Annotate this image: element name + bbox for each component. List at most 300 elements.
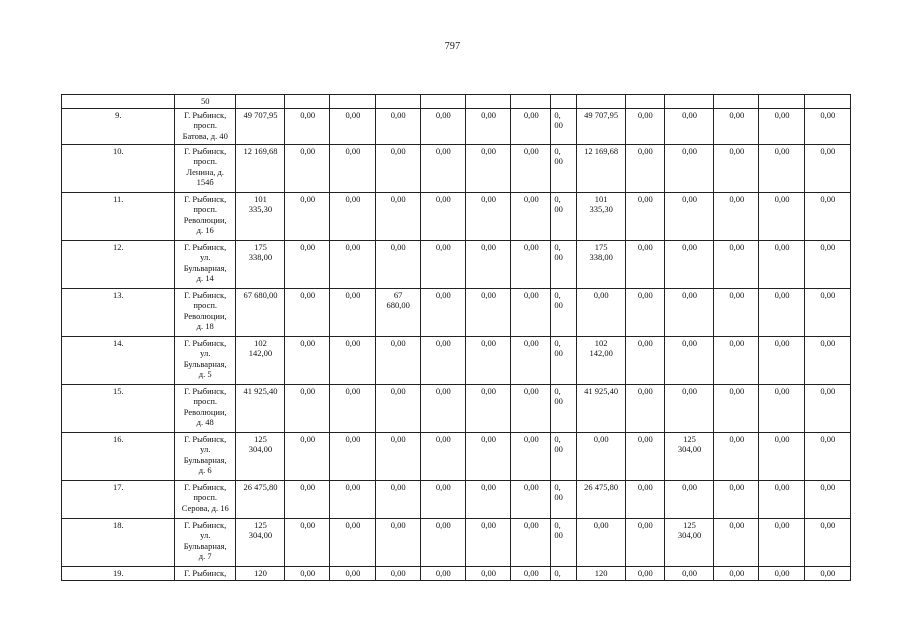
cell-value: 0,00 xyxy=(804,192,850,240)
cell-line: 0,00 xyxy=(390,145,406,156)
cell-line: Г. Рыбинск, xyxy=(184,567,227,578)
cell-line: 304,00 xyxy=(677,530,702,540)
budget-table xyxy=(61,94,851,581)
cell-value xyxy=(576,566,625,580)
cell-value xyxy=(576,432,625,480)
cell-line: 142,00 xyxy=(589,348,613,358)
cell-value: 0,00 xyxy=(625,288,664,336)
cell-value: 0,00 xyxy=(511,108,551,144)
cell-value: 0,00 xyxy=(465,566,510,580)
table-row xyxy=(62,288,851,336)
cell-value: 0,00 xyxy=(714,336,759,384)
cell-total xyxy=(235,432,284,480)
cell-empty xyxy=(420,95,465,109)
cell-line: д. 18 xyxy=(196,321,214,331)
cell-value: 0,00 xyxy=(759,336,804,384)
cell-value: 0,00 xyxy=(420,108,465,144)
cell-line: 0,00 xyxy=(390,241,406,252)
cell-value xyxy=(576,144,625,192)
cell-line: 12 169,68 xyxy=(243,145,278,156)
cell-empty xyxy=(511,95,551,109)
table-row xyxy=(62,108,851,144)
cell-line: 0,00 xyxy=(593,433,609,444)
cell-line: 304,00 xyxy=(677,444,702,454)
cell-line: 304,00 xyxy=(248,444,273,454)
cell-line: просп. xyxy=(193,204,218,214)
cell-line: 142,00 xyxy=(248,348,273,358)
cell-line: 67 680,00 xyxy=(243,289,278,300)
cell-num: 11. xyxy=(62,192,175,240)
cell-line: ул. xyxy=(200,444,211,454)
cell-value: 0,00 xyxy=(285,336,330,384)
cell-value: 0,00 xyxy=(759,384,804,432)
cell-value xyxy=(375,480,420,518)
cell-value xyxy=(551,144,576,192)
cell-line: 26 475,80 xyxy=(584,481,619,492)
cell-value: 0,00 xyxy=(330,432,375,480)
cell-num: 15. xyxy=(62,384,175,432)
cell-line: 67 xyxy=(393,289,403,300)
cell-line: 00 xyxy=(554,396,563,406)
cell-line: 175 xyxy=(254,241,267,252)
cell-line: 102 xyxy=(254,337,267,348)
cell-line: Революции, xyxy=(183,214,227,225)
cell-line: 0,00 xyxy=(682,109,697,120)
cell-value: 0,00 xyxy=(330,518,375,566)
cell-line: 00 xyxy=(554,120,563,130)
cell-line: 0,00 xyxy=(593,519,609,530)
cell-value: 0,00 xyxy=(714,108,759,144)
cell-line: 00 xyxy=(554,348,563,358)
cell-value: 0,00 xyxy=(420,432,465,480)
cell-value: 0,00 xyxy=(285,108,330,144)
cell-value: 0,00 xyxy=(285,288,330,336)
cell-value: 0,00 xyxy=(511,240,551,288)
cell-num: 16. xyxy=(62,432,175,480)
cell-value: 0,00 xyxy=(420,384,465,432)
cell-line: 0, xyxy=(554,241,561,252)
cell-value xyxy=(664,518,713,566)
cell-line: 0,00 xyxy=(682,567,697,578)
cell-value: 0,00 xyxy=(330,336,375,384)
cell-line: д. 7 xyxy=(198,551,212,561)
cell-total xyxy=(235,480,284,518)
cell-value: 0,00 xyxy=(804,432,850,480)
cell-line: 175 xyxy=(594,241,608,252)
cell-line: 00 xyxy=(554,204,563,214)
cell-value xyxy=(576,108,625,144)
cell-value: 0,00 xyxy=(759,566,804,580)
cell-line: 49 707,95 xyxy=(243,109,278,120)
cell-value: 0,00 xyxy=(420,566,465,580)
cell-value: 0,00 xyxy=(804,384,850,432)
cell-empty xyxy=(664,95,713,109)
cell-line: 680,00 xyxy=(386,300,410,310)
cell-value xyxy=(576,288,625,336)
table-row xyxy=(62,144,851,192)
cell-line: 0,00 xyxy=(390,193,406,204)
cell-value: 0,00 xyxy=(420,336,465,384)
cell-value xyxy=(551,108,576,144)
cell-value: 0,00 xyxy=(465,480,510,518)
cell-value: 0,00 xyxy=(714,240,759,288)
cell-num: 12. xyxy=(62,240,175,288)
cell-line: 0, xyxy=(554,193,561,204)
cell-line: ул. xyxy=(200,252,211,262)
cell-line: 304,00 xyxy=(248,530,273,540)
cell-line: Батова, д. 40 xyxy=(182,130,228,141)
cell-value: 0,00 xyxy=(420,480,465,518)
cell-value: 0,00 xyxy=(420,192,465,240)
cell-line: 0,00 xyxy=(390,433,406,444)
cell-line: 26 475,80 xyxy=(243,481,278,492)
cell-value: 0,00 xyxy=(285,384,330,432)
cell-total xyxy=(235,566,284,580)
cell-line: ул. xyxy=(200,348,211,358)
table-row xyxy=(62,480,851,518)
cell-value: 0,00 xyxy=(511,518,551,566)
cell-value: 0,00 xyxy=(759,240,804,288)
table-row xyxy=(62,240,851,288)
cell-num xyxy=(62,95,175,109)
cell-value xyxy=(664,192,713,240)
cell-line: Бульварная, xyxy=(183,358,227,369)
cell-value: 0,00 xyxy=(465,108,510,144)
cell-value: 0,00 xyxy=(804,480,850,518)
cell-value: 0,00 xyxy=(465,240,510,288)
cell-line: 335,30 xyxy=(248,204,273,214)
cell-value: 0,00 xyxy=(511,288,551,336)
cell-value: 0,00 xyxy=(420,288,465,336)
cell-value: 0,00 xyxy=(420,144,465,192)
cell-line: 49 707,95 xyxy=(584,109,619,120)
cell-line: 00 xyxy=(554,300,563,310)
cell-line: 0,00 xyxy=(390,567,406,578)
cell-value: 0,00 xyxy=(625,432,664,480)
cell-line: 41 925,40 xyxy=(243,385,278,396)
cell-num: 19. xyxy=(62,566,175,580)
cell-line: 338,00 xyxy=(248,252,273,262)
cell-line: д. 48 xyxy=(196,417,214,427)
cell-value: 0,00 xyxy=(714,566,759,580)
cell-value xyxy=(576,336,625,384)
cell-value: 0,00 xyxy=(759,480,804,518)
cell-total xyxy=(235,384,284,432)
cell-address xyxy=(174,432,235,480)
cell-value: 0,00 xyxy=(511,566,551,580)
cell-address xyxy=(174,108,235,144)
cell-value: 0,00 xyxy=(759,288,804,336)
cell-value: 0,00 xyxy=(285,432,330,480)
cell-value: 0,00 xyxy=(511,336,551,384)
cell-value xyxy=(375,566,420,580)
cell-value xyxy=(551,518,576,566)
cell-line: 0,00 xyxy=(682,145,697,156)
cell-line: 125 xyxy=(683,519,696,530)
cell-line: Ленина, д. xyxy=(186,166,225,177)
cell-value: 0,00 xyxy=(330,480,375,518)
cell-value: 0,00 xyxy=(625,384,664,432)
cell-line: 335,30 xyxy=(589,204,613,214)
cell-line: Г. Рыбинск, xyxy=(184,385,227,396)
cell-value xyxy=(664,108,713,144)
table-body xyxy=(62,95,851,581)
cell-empty xyxy=(576,95,625,109)
cell-value xyxy=(375,144,420,192)
table-row xyxy=(62,518,851,566)
cell-empty xyxy=(804,95,850,109)
cell-value: 0,00 xyxy=(804,336,850,384)
cell-value: 0,00 xyxy=(804,108,850,144)
cell-value xyxy=(576,240,625,288)
cell-value xyxy=(551,480,576,518)
cell-value: 0,00 xyxy=(625,192,664,240)
cell-line: 101 xyxy=(254,193,267,204)
cell-value xyxy=(664,480,713,518)
cell-value: 0,00 xyxy=(759,144,804,192)
cell-line: ул. xyxy=(200,530,211,540)
cell-line: Г. Рыбинск, xyxy=(184,241,227,252)
cell-line: 0, xyxy=(554,433,561,444)
cell-value: 0,00 xyxy=(714,192,759,240)
cell-line: просп. xyxy=(193,492,218,502)
cell-value: 0,00 xyxy=(285,566,330,580)
cell-value: 0,00 xyxy=(330,108,375,144)
cell-value xyxy=(375,518,420,566)
cell-value xyxy=(551,384,576,432)
cell-value: 0,00 xyxy=(625,480,664,518)
cell-line: д. 6 xyxy=(198,465,212,475)
cell-line: Серова, д. 16 xyxy=(181,502,229,513)
cell-line: 0, xyxy=(554,145,561,156)
cell-line: д. 5 xyxy=(198,369,212,379)
cell-line: 0,00 xyxy=(593,289,609,300)
cell-value: 0,00 xyxy=(625,518,664,566)
cell-empty xyxy=(759,95,804,109)
cell-num: 9. xyxy=(62,108,175,144)
cell-line: 0, xyxy=(554,337,561,348)
cell-empty xyxy=(330,95,375,109)
cell-total xyxy=(235,108,284,144)
cell-line: 154б xyxy=(196,177,214,187)
cell-line: Г. Рыбинск, xyxy=(184,289,227,300)
cell-line: просп. xyxy=(193,396,218,406)
cell-value: 0,00 xyxy=(465,144,510,192)
cell-value: 0,00 xyxy=(330,566,375,580)
cell-line: 0,00 xyxy=(682,289,697,300)
cell-value: 0,00 xyxy=(759,108,804,144)
cell-address xyxy=(174,144,235,192)
cell-total xyxy=(235,518,284,566)
cell-value: 0,00 xyxy=(714,480,759,518)
cell-empty xyxy=(625,95,664,109)
cell-value xyxy=(576,480,625,518)
cell-address xyxy=(174,192,235,240)
cell-value xyxy=(375,432,420,480)
cell-line: Г. Рыбинск, xyxy=(184,433,227,444)
cell-line: 338,00 xyxy=(589,252,613,262)
cell-value: 0,00 xyxy=(465,518,510,566)
cell-line: 0, xyxy=(554,567,561,578)
cell-line: просп. xyxy=(193,300,218,310)
cell-num: 10. xyxy=(62,144,175,192)
cell-line: Г. Рыбинск, xyxy=(184,481,227,492)
cell-line: Г. Рыбинск, xyxy=(184,519,227,530)
cell-line: 0,00 xyxy=(390,519,406,530)
cell-value: 0,00 xyxy=(420,240,465,288)
cell-line: 0, xyxy=(554,481,561,492)
cell-value xyxy=(375,336,420,384)
cell-total xyxy=(235,192,284,240)
cell-line: Г. Рыбинск, xyxy=(184,193,227,204)
cell-value xyxy=(664,432,713,480)
cell-empty xyxy=(285,95,330,109)
cell-value: 0,00 xyxy=(285,518,330,566)
cell-value xyxy=(664,384,713,432)
page-number: 797 xyxy=(444,41,461,52)
cell-line: 125 xyxy=(254,519,267,530)
cell-value: 0,00 xyxy=(465,384,510,432)
cell-value xyxy=(576,518,625,566)
cell-line: 00 xyxy=(554,252,563,262)
cell-line: 125 xyxy=(683,433,696,444)
cell-address xyxy=(174,240,235,288)
cell-line: 00 xyxy=(554,444,563,454)
cell-line: 120 xyxy=(254,567,267,578)
cell-empty xyxy=(465,95,510,109)
cell-line: 0, xyxy=(554,109,561,120)
cell-value: 0,00 xyxy=(625,108,664,144)
cell-line: Бульварная, xyxy=(183,540,227,551)
table-row-continuation xyxy=(62,95,851,109)
cell-value: 0,00 xyxy=(625,566,664,580)
cell-value: 0,00 xyxy=(465,288,510,336)
cell-value: 0,00 xyxy=(330,144,375,192)
cell-value: 0,00 xyxy=(330,192,375,240)
cell-value xyxy=(375,192,420,240)
cell-line: 41 925,40 xyxy=(584,385,619,396)
cell-value: 0,00 xyxy=(804,518,850,566)
cell-line: 0, xyxy=(554,519,561,530)
cell-value: 0,00 xyxy=(804,240,850,288)
cell-address xyxy=(174,288,235,336)
cell-line: 00 xyxy=(554,530,563,540)
cell-line: Революции, xyxy=(183,406,227,417)
cell-value xyxy=(375,288,420,336)
cell-value: 0,00 xyxy=(511,480,551,518)
cell-value: 0,00 xyxy=(511,192,551,240)
cell-value xyxy=(664,144,713,192)
cell-num: 18. xyxy=(62,518,175,566)
cell-value: 0,00 xyxy=(804,144,850,192)
cell-value xyxy=(664,288,713,336)
cell-address xyxy=(174,384,235,432)
cell-address xyxy=(174,336,235,384)
cell-value xyxy=(551,432,576,480)
cell-value: 0,00 xyxy=(285,240,330,288)
cell-total xyxy=(235,240,284,288)
cell-value: 0,00 xyxy=(625,240,664,288)
cell-line: 0,00 xyxy=(682,385,697,396)
cell-line: Г. Рыбинск, xyxy=(184,109,227,120)
cell-value: 0,00 xyxy=(714,432,759,480)
cell-line: Бульварная, xyxy=(183,262,227,273)
cell-line: 0, xyxy=(554,385,561,396)
cell-value xyxy=(576,192,625,240)
cell-line: 0, xyxy=(554,289,561,300)
cell-value: 0,00 xyxy=(285,192,330,240)
cell-value: 0,00 xyxy=(714,384,759,432)
cell-line: Революции, xyxy=(183,310,227,321)
cell-address: 50 xyxy=(174,95,235,109)
cell-total xyxy=(235,288,284,336)
cell-value: 0,00 xyxy=(465,432,510,480)
cell-line: д. 16 xyxy=(196,225,214,235)
cell-line: 101 xyxy=(594,193,608,204)
cell-value: 0,00 xyxy=(285,144,330,192)
cell-value xyxy=(664,566,713,580)
cell-value xyxy=(551,240,576,288)
cell-value: 0,00 xyxy=(330,288,375,336)
table-row xyxy=(62,336,851,384)
cell-value xyxy=(664,240,713,288)
cell-value: 0,00 xyxy=(285,480,330,518)
cell-line: Г. Рыбинск, xyxy=(184,145,227,156)
cell-line: 0,00 xyxy=(682,241,697,252)
cell-line: 0,00 xyxy=(390,337,406,348)
cell-line: 102 xyxy=(594,337,608,348)
cell-line: 00 xyxy=(554,492,563,502)
cell-line: 120 xyxy=(594,567,608,578)
cell-empty xyxy=(375,95,420,109)
cell-line: просп. xyxy=(193,120,218,130)
cell-value xyxy=(551,288,576,336)
cell-line: 0,00 xyxy=(682,337,697,348)
cell-num: 17. xyxy=(62,480,175,518)
cell-line: Бульварная, xyxy=(183,454,227,465)
cell-value: 0,00 xyxy=(625,336,664,384)
cell-value: 0,00 xyxy=(465,192,510,240)
cell-value xyxy=(551,566,576,580)
table-row xyxy=(62,566,851,580)
cell-value: 0,00 xyxy=(420,518,465,566)
cell-address xyxy=(174,566,235,580)
table-row xyxy=(62,192,851,240)
cell-line: 0,00 xyxy=(682,193,697,204)
cell-value: 0,00 xyxy=(714,288,759,336)
cell-line: д. 14 xyxy=(196,273,214,283)
cell-line: 00 xyxy=(554,156,563,166)
cell-value: 0,00 xyxy=(714,144,759,192)
cell-value xyxy=(576,384,625,432)
cell-value: 0,00 xyxy=(511,384,551,432)
cell-address xyxy=(174,518,235,566)
cell-line: просп. xyxy=(193,156,218,166)
cell-empty xyxy=(714,95,759,109)
cell-value: 0,00 xyxy=(330,384,375,432)
cell-value xyxy=(375,108,420,144)
cell-value: 0,00 xyxy=(625,144,664,192)
cell-line: 0,00 xyxy=(390,385,406,396)
table-row xyxy=(62,432,851,480)
cell-value: 0,00 xyxy=(714,518,759,566)
cell-total xyxy=(235,336,284,384)
cell-value: 0,00 xyxy=(804,566,850,580)
cell-value xyxy=(551,336,576,384)
cell-line: 12 169,68 xyxy=(584,145,619,156)
cell-line: Г. Рыбинск, xyxy=(184,337,227,348)
cell-value xyxy=(551,192,576,240)
